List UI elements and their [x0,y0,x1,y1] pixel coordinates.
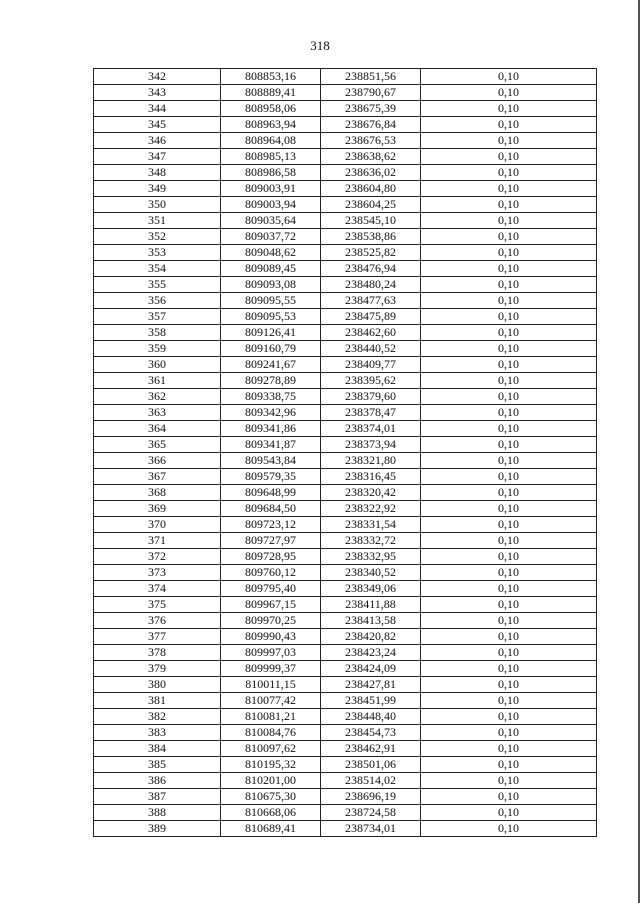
table-row [94,373,597,389]
value-cell: 0,10 [421,485,597,501]
x-coordinate-cell: 809160,79 [221,341,321,357]
table-row [94,405,597,421]
x-coordinate-cell: 808963,94 [221,117,321,133]
y-coordinate-cell: 238440,52 [321,341,421,357]
x-coordinate-cell: 809648,99 [221,485,321,501]
value-cell: 0,10 [421,501,597,517]
x-coordinate-cell: 809095,53 [221,309,321,325]
y-coordinate-cell: 238638,62 [321,149,421,165]
point-number-cell: 362 [94,389,221,405]
point-number-cell: 360 [94,357,221,373]
y-coordinate-cell: 238321,80 [321,453,421,469]
point-number-cell: 379 [94,661,221,677]
table-row [94,757,597,773]
value-cell: 0,10 [421,181,597,197]
x-coordinate-cell: 810084,76 [221,725,321,741]
value-cell: 0,10 [421,229,597,245]
table-row [94,389,597,405]
table-row [94,181,597,197]
point-number-cell: 353 [94,245,221,261]
x-coordinate-cell: 809997,03 [221,645,321,661]
x-coordinate-cell: 809728,95 [221,549,321,565]
table-row [94,693,597,709]
x-coordinate-cell: 808853,16 [221,69,321,85]
value-cell: 0,10 [421,309,597,325]
point-number-cell: 372 [94,549,221,565]
x-coordinate-cell: 809543,84 [221,453,321,469]
y-coordinate-cell: 238409,77 [321,357,421,373]
y-coordinate-cell: 238696,19 [321,789,421,805]
x-coordinate-cell: 809241,67 [221,357,321,373]
y-coordinate-cell: 238475,89 [321,309,421,325]
y-coordinate-cell: 238851,56 [321,69,421,85]
point-number-cell: 349 [94,181,221,197]
x-coordinate-cell: 809037,72 [221,229,321,245]
table-row [94,165,597,181]
value-cell: 0,10 [421,165,597,181]
point-number-cell: 385 [94,757,221,773]
x-coordinate-cell: 809093,08 [221,277,321,293]
point-number-cell: 366 [94,453,221,469]
table-row [94,581,597,597]
point-number-cell: 359 [94,341,221,357]
table-row [94,213,597,229]
point-number-cell: 351 [94,213,221,229]
x-coordinate-cell: 810081,21 [221,709,321,725]
y-coordinate-cell: 238636,02 [321,165,421,181]
value-cell: 0,10 [421,629,597,645]
value-cell: 0,10 [421,261,597,277]
y-coordinate-cell: 238538,86 [321,229,421,245]
table-row [94,549,597,565]
x-coordinate-cell: 809341,86 [221,421,321,437]
x-coordinate-cell: 808889,41 [221,85,321,101]
table-row [94,101,597,117]
x-coordinate-cell: 809035,64 [221,213,321,229]
table-row [94,69,597,85]
value-cell: 0,10 [421,725,597,741]
x-coordinate-cell: 809126,41 [221,325,321,341]
value-cell: 0,10 [421,245,597,261]
x-coordinate-cell: 808964,08 [221,133,321,149]
x-coordinate-cell: 809342,96 [221,405,321,421]
x-coordinate-cell: 809095,55 [221,293,321,309]
value-cell: 0,10 [421,325,597,341]
table-row [94,789,597,805]
point-number-cell: 376 [94,613,221,629]
table-row [94,117,597,133]
value-cell: 0,10 [421,293,597,309]
y-coordinate-cell: 238331,54 [321,517,421,533]
y-coordinate-cell: 238501,06 [321,757,421,773]
y-coordinate-cell: 238454,73 [321,725,421,741]
x-coordinate-cell: 810689,41 [221,821,321,837]
table-row [94,597,597,613]
value-cell: 0,10 [421,597,597,613]
point-number-cell: 356 [94,293,221,309]
value-cell: 0,10 [421,149,597,165]
y-coordinate-cell: 238427,81 [321,677,421,693]
point-number-cell: 357 [94,309,221,325]
table-row [94,613,597,629]
table-row [94,421,597,437]
table-row [94,245,597,261]
value-cell: 0,10 [421,613,597,629]
x-coordinate-cell: 809990,43 [221,629,321,645]
point-number-cell: 377 [94,629,221,645]
y-coordinate-cell: 238395,62 [321,373,421,389]
point-number-cell: 354 [94,261,221,277]
y-coordinate-cell: 238378,47 [321,405,421,421]
value-cell: 0,10 [421,101,597,117]
y-coordinate-cell: 238322,92 [321,501,421,517]
table-row [94,437,597,453]
value-cell: 0,10 [421,421,597,437]
point-number-cell: 383 [94,725,221,741]
value-cell: 0,10 [421,581,597,597]
y-coordinate-cell: 238373,94 [321,437,421,453]
value-cell: 0,10 [421,389,597,405]
x-coordinate-cell: 810011,15 [221,677,321,693]
x-coordinate-cell: 809341,87 [221,437,321,453]
point-number-cell: 352 [94,229,221,245]
y-coordinate-cell: 238545,10 [321,213,421,229]
value-cell: 0,10 [421,805,597,821]
point-number-cell: 367 [94,469,221,485]
table-row [94,229,597,245]
x-coordinate-cell: 809684,50 [221,501,321,517]
point-number-cell: 382 [94,709,221,725]
y-coordinate-cell: 238423,24 [321,645,421,661]
x-coordinate-cell: 810668,06 [221,805,321,821]
value-cell: 0,10 [421,533,597,549]
table-row [94,741,597,757]
y-coordinate-cell: 238411,88 [321,597,421,613]
table-row [94,677,597,693]
point-number-cell: 370 [94,517,221,533]
point-number-cell: 373 [94,565,221,581]
table-row [94,309,597,325]
table-row [94,133,597,149]
table-row [94,85,597,101]
point-number-cell: 348 [94,165,221,181]
y-coordinate-cell: 238462,60 [321,325,421,341]
y-coordinate-cell: 238413,58 [321,613,421,629]
y-coordinate-cell: 238424,09 [321,661,421,677]
x-coordinate-cell: 809003,91 [221,181,321,197]
table-row [94,325,597,341]
x-coordinate-cell: 810675,30 [221,789,321,805]
point-number-cell: 374 [94,581,221,597]
y-coordinate-cell: 238340,52 [321,565,421,581]
value-cell: 0,10 [421,373,597,389]
point-number-cell: 388 [94,805,221,821]
point-number-cell: 365 [94,437,221,453]
table-row [94,149,597,165]
value-cell: 0,10 [421,277,597,293]
y-coordinate-cell: 238451,99 [321,693,421,709]
value-cell: 0,10 [421,709,597,725]
point-number-cell: 369 [94,501,221,517]
value-cell: 0,10 [421,133,597,149]
x-coordinate-cell: 809723,12 [221,517,321,533]
point-number-cell: 389 [94,821,221,837]
x-coordinate-cell: 809795,40 [221,581,321,597]
y-coordinate-cell: 238379,60 [321,389,421,405]
point-number-cell: 344 [94,101,221,117]
table-row [94,501,597,517]
point-number-cell: 381 [94,693,221,709]
table-row [94,293,597,309]
x-coordinate-cell: 810077,42 [221,693,321,709]
table-row [94,725,597,741]
coordinates-table [93,68,597,837]
point-number-cell: 363 [94,405,221,421]
y-coordinate-cell: 238316,45 [321,469,421,485]
table-row [94,485,597,501]
y-coordinate-cell: 238604,25 [321,197,421,213]
point-number-cell: 380 [94,677,221,693]
point-number-cell: 361 [94,373,221,389]
point-number-cell: 347 [94,149,221,165]
y-coordinate-cell: 238480,24 [321,277,421,293]
value-cell: 0,10 [421,789,597,805]
table-row [94,453,597,469]
x-coordinate-cell: 809999,37 [221,661,321,677]
page-number: 318 [310,38,330,53]
x-coordinate-cell: 810201,00 [221,773,321,789]
value-cell: 0,10 [421,405,597,421]
x-coordinate-cell: 809089,45 [221,261,321,277]
y-coordinate-cell: 238476,94 [321,261,421,277]
y-coordinate-cell: 238724,58 [321,805,421,821]
value-cell: 0,10 [421,437,597,453]
value-cell: 0,10 [421,549,597,565]
point-number-cell: 355 [94,277,221,293]
table-row [94,565,597,581]
point-number-cell: 378 [94,645,221,661]
value-cell: 0,10 [421,757,597,773]
y-coordinate-cell: 238676,53 [321,133,421,149]
x-coordinate-cell: 808986,58 [221,165,321,181]
table-body [94,69,597,837]
value-cell: 0,10 [421,213,597,229]
point-number-cell: 350 [94,197,221,213]
table-row [94,277,597,293]
x-coordinate-cell: 809760,12 [221,565,321,581]
value-cell: 0,10 [421,197,597,213]
x-coordinate-cell: 809048,62 [221,245,321,261]
point-number-cell: 345 [94,117,221,133]
value-cell: 0,10 [421,341,597,357]
x-coordinate-cell: 809727,97 [221,533,321,549]
y-coordinate-cell: 238462,91 [321,741,421,757]
y-coordinate-cell: 238374,01 [321,421,421,437]
value-cell: 0,10 [421,517,597,533]
x-coordinate-cell: 809278,89 [221,373,321,389]
value-cell: 0,10 [421,469,597,485]
y-coordinate-cell: 238734,01 [321,821,421,837]
value-cell: 0,10 [421,693,597,709]
value-cell: 0,10 [421,69,597,85]
y-coordinate-cell: 238320,42 [321,485,421,501]
table-row [94,773,597,789]
table-row [94,469,597,485]
y-coordinate-cell: 238448,40 [321,709,421,725]
value-cell: 0,10 [421,117,597,133]
point-number-cell: 387 [94,789,221,805]
x-coordinate-cell: 808958,06 [221,101,321,117]
value-cell: 0,10 [421,453,597,469]
y-coordinate-cell: 238514,02 [321,773,421,789]
table-row [94,517,597,533]
table-row [94,629,597,645]
y-coordinate-cell: 238477,63 [321,293,421,309]
y-coordinate-cell: 238332,72 [321,533,421,549]
y-coordinate-cell: 238349,06 [321,581,421,597]
value-cell: 0,10 [421,661,597,677]
value-cell: 0,10 [421,645,597,661]
value-cell: 0,10 [421,565,597,581]
point-number-cell: 343 [94,85,221,101]
table-row [94,533,597,549]
point-number-cell: 384 [94,741,221,757]
table-row [94,357,597,373]
y-coordinate-cell: 238676,84 [321,117,421,133]
value-cell: 0,10 [421,677,597,693]
value-cell: 0,10 [421,821,597,837]
table-row [94,709,597,725]
x-coordinate-cell: 808985,13 [221,149,321,165]
y-coordinate-cell: 238420,82 [321,629,421,645]
table-row [94,197,597,213]
y-coordinate-cell: 238790,67 [321,85,421,101]
table-row [94,805,597,821]
table-row [94,261,597,277]
point-number-cell: 375 [94,597,221,613]
value-cell: 0,10 [421,773,597,789]
x-coordinate-cell: 809970,25 [221,613,321,629]
point-number-cell: 342 [94,69,221,85]
x-coordinate-cell: 809579,35 [221,469,321,485]
x-coordinate-cell: 809003,94 [221,197,321,213]
y-coordinate-cell: 238675,39 [321,101,421,117]
table-row [94,661,597,677]
table-row [94,341,597,357]
table-row [94,821,597,837]
y-coordinate-cell: 238525,82 [321,245,421,261]
value-cell: 0,10 [421,741,597,757]
point-number-cell: 358 [94,325,221,341]
x-coordinate-cell: 810097,62 [221,741,321,757]
table-row [94,645,597,661]
y-coordinate-cell: 238332,95 [321,549,421,565]
x-coordinate-cell: 810195,32 [221,757,321,773]
value-cell: 0,10 [421,85,597,101]
point-number-cell: 386 [94,773,221,789]
x-coordinate-cell: 809967,15 [221,597,321,613]
y-coordinate-cell: 238604,80 [321,181,421,197]
point-number-cell: 368 [94,485,221,501]
point-number-cell: 364 [94,421,221,437]
x-coordinate-cell: 809338,75 [221,389,321,405]
point-number-cell: 371 [94,533,221,549]
point-number-cell: 346 [94,133,221,149]
value-cell: 0,10 [421,357,597,373]
